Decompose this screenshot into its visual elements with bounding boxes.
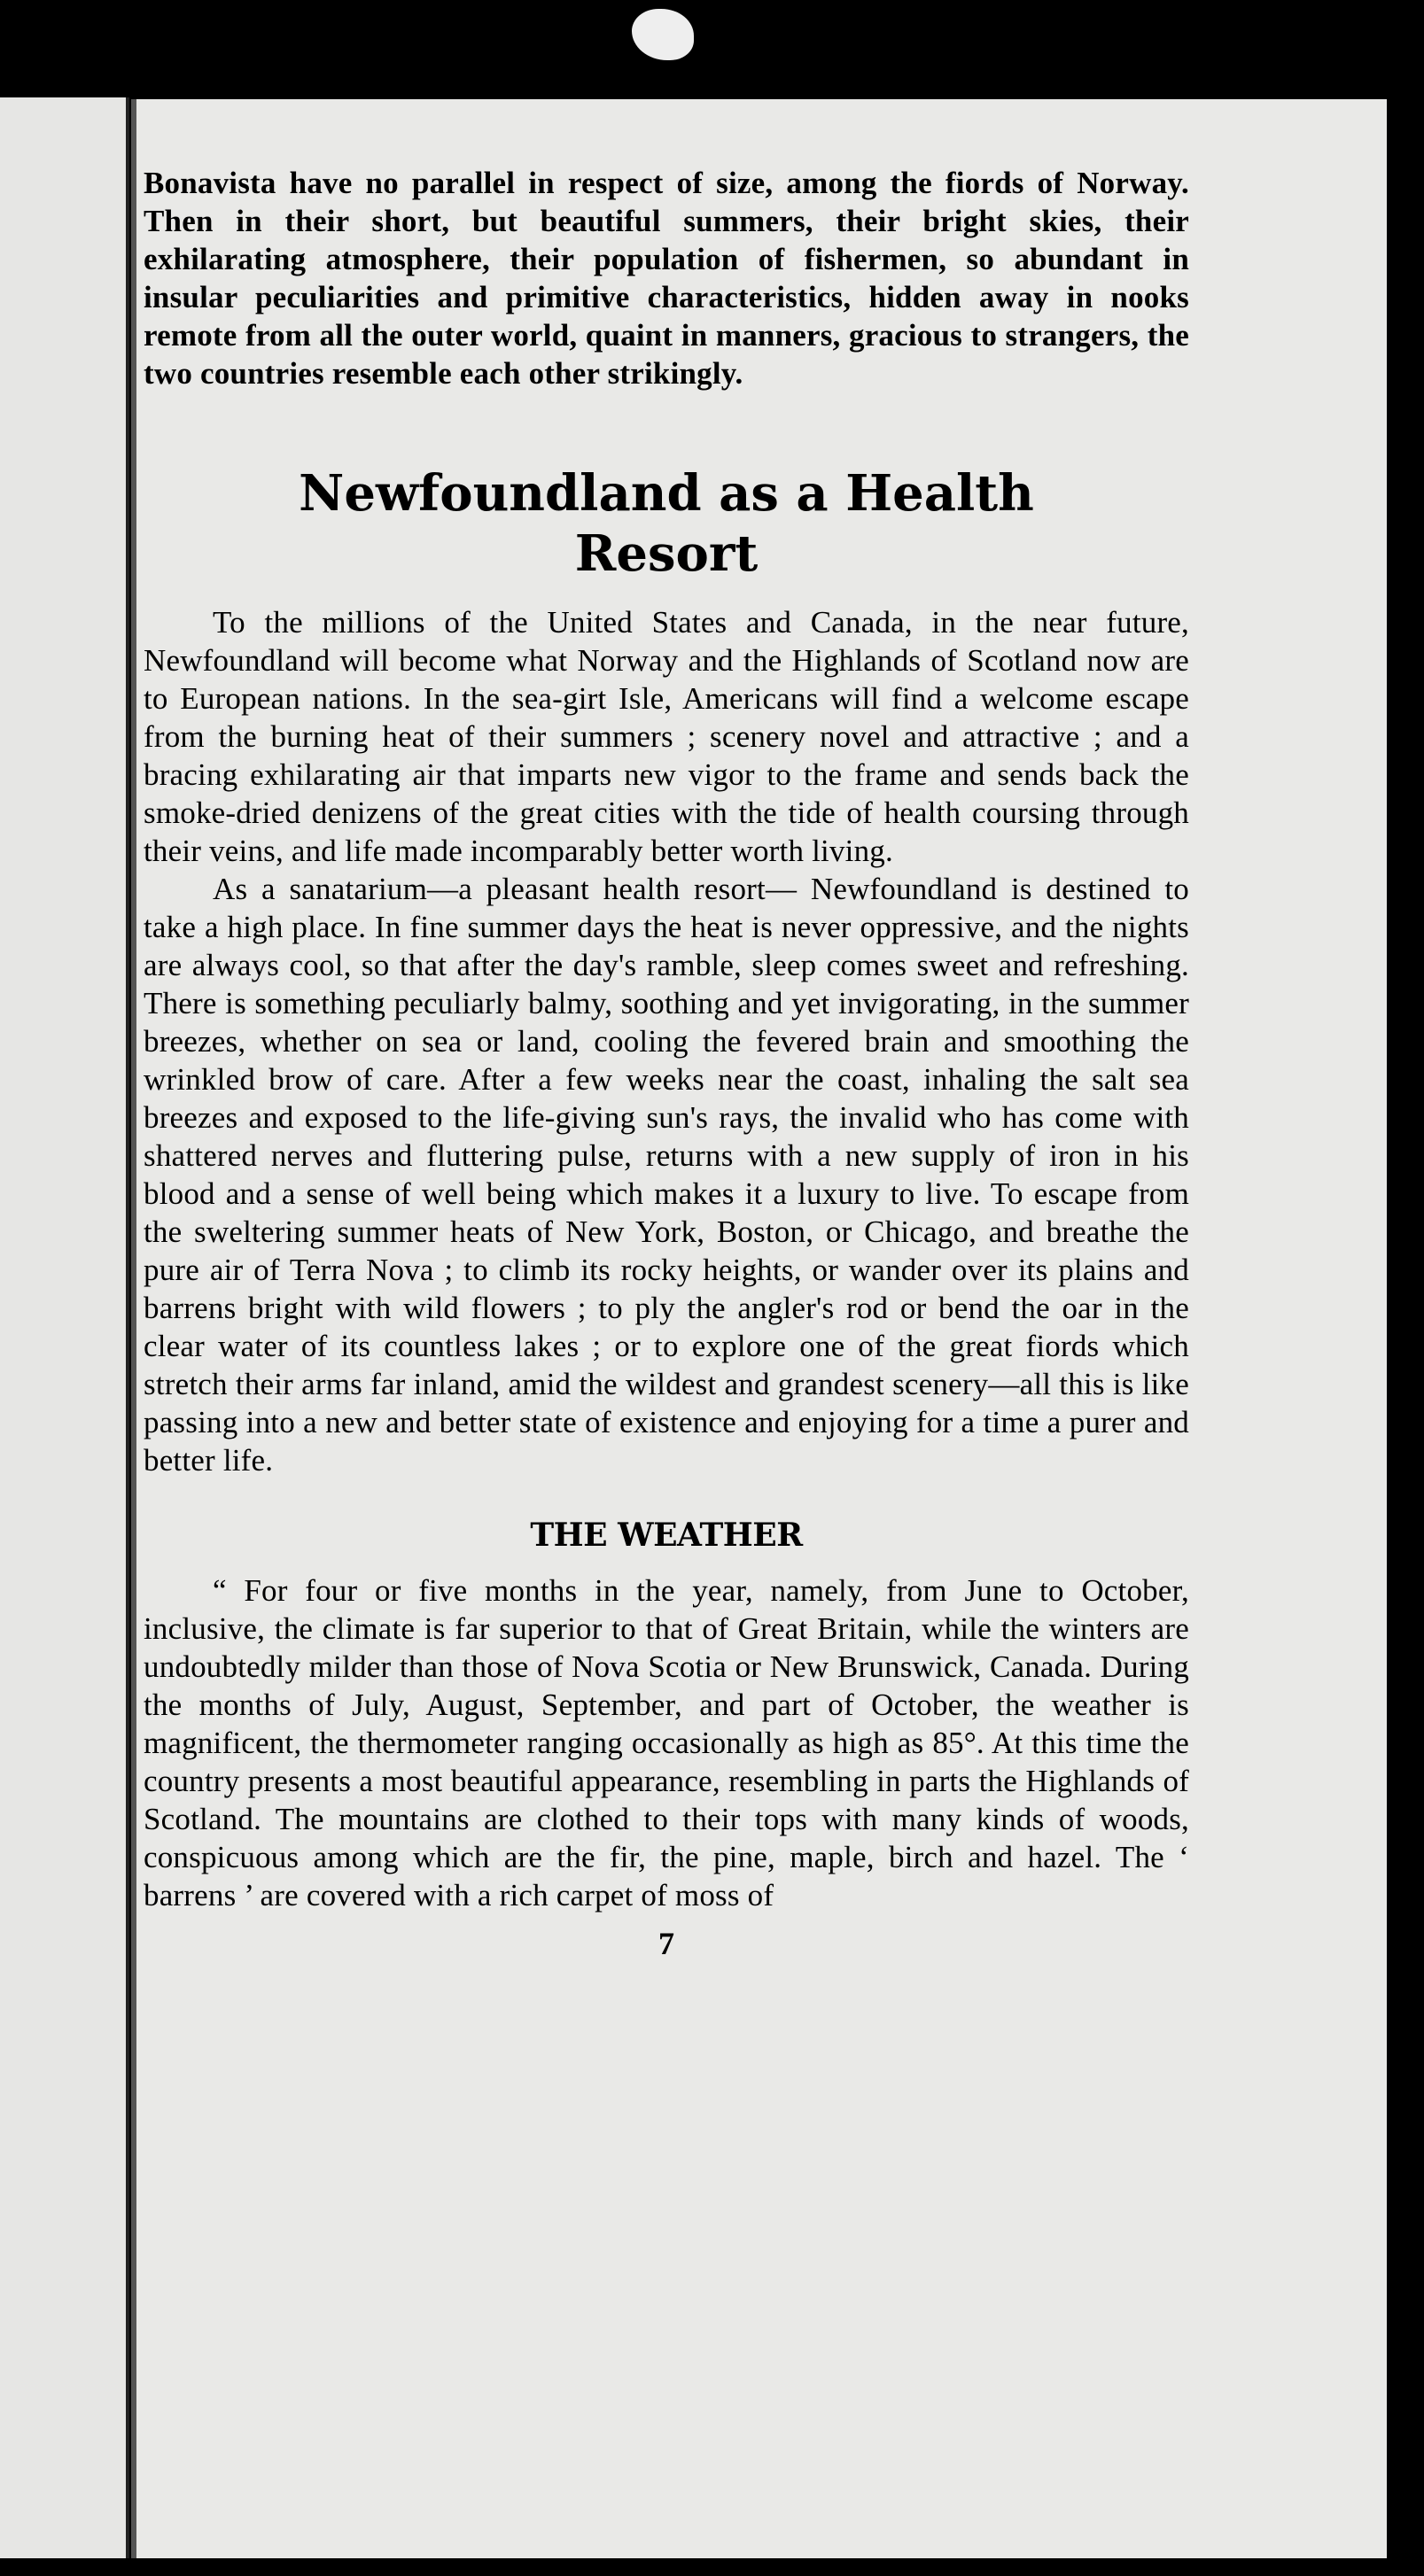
section-title: Newfoundland as a Health Resort <box>299 464 1034 583</box>
weather-paragraph: “ For four or five months in the year, namely, from June to October, inclusive, the climate is far superior to that of Great Britain, while the winters are undoubtedly milder than those of Nova Scotia or New Brunswick, Canada. During the months of July, August, September, and part of October, the weather is magnificent, the thermometer ranging occasionally as high as 85°. At this time the country presents a most beautiful appearance, resembling in parts the Highlands of Scotland. The mountains are clothed to their tops with many kinds of woods, conspicuous among which are the fir, the pine, maple, birch and hazel. The ‘ barrens ’ are covered with a rich carpet of moss of <box>144 1573 1189 1913</box>
scan-artifact <box>632 9 694 60</box>
previous-page-edge <box>0 97 129 2558</box>
weather-heading: THE WEATHER <box>530 1517 803 1554</box>
health-paragraph-1: To the millions of the United States and Canada, in the near future, Newfoundland will become what Norway and the Highlands of Scotland now are to European nations. In the sea-girt Isle, Americans will find a welcome escape from the burning heat of their summers ; scenery novel and attractive ; and a bracing exhilarating air that imparts new vigor to the frame and sends back the smoke-dried denizens of the great cities with the tide of health coursing through their veins, and life made incomparably better worth living. <box>144 605 1189 868</box>
page-number: 7 <box>658 1926 674 1961</box>
page-content <box>144 164 1189 1962</box>
intro-paragraph: Bonavista have no parallel in respect of size, among the fiords of Norway. Then in their short, but beautiful summers, their bright skies, their exhilarating atmosphere, their population of fishermen, so abundant in insular peculiarities and primitive characteristics, hidden away in nooks remote from all the outer world, quaint in manners, gracious to strangers, the two countries resemble each other strikingly. <box>144 166 1189 391</box>
health-paragraph-2: As a sanatarium—a pleasant health resort— Newfoundland is destined to take a high place. In fine summer days the heat is never oppressive, and the nights are always cool, so that after the day's ramble, sleep comes sweet and refreshing. There is something peculiarly balmy, soothing and yet invigorating, in the summer breezes, whether on sea or land, cooling the fevered brain and smoothing the wrinkled brow of care. After a few weeks near the coast, inhaling the salt sea breezes and exposed to the life-giving sun's rays, the invalid who has come with shattered nerves and fluttering pulse, returns with a new supply of iron in his blood and a sense of well being which makes it a luxury to live. To escape from the sweltering summer heats of New York, Boston, or Chicago, and breathe the pure air of Terra Nova ; to climb its rocky heights, or wander over its plains and barrens bright with wild flowers ; to ply the angler's rod or bend the oar in the clear water of its countless lakes ; or to explore one of the great fiords which stretch their arms far inland, amid the wildest and grandest scenery—all this is like passing into a new and better state of existence and enjoying for a time a purer and better life. <box>144 872 1189 1478</box>
